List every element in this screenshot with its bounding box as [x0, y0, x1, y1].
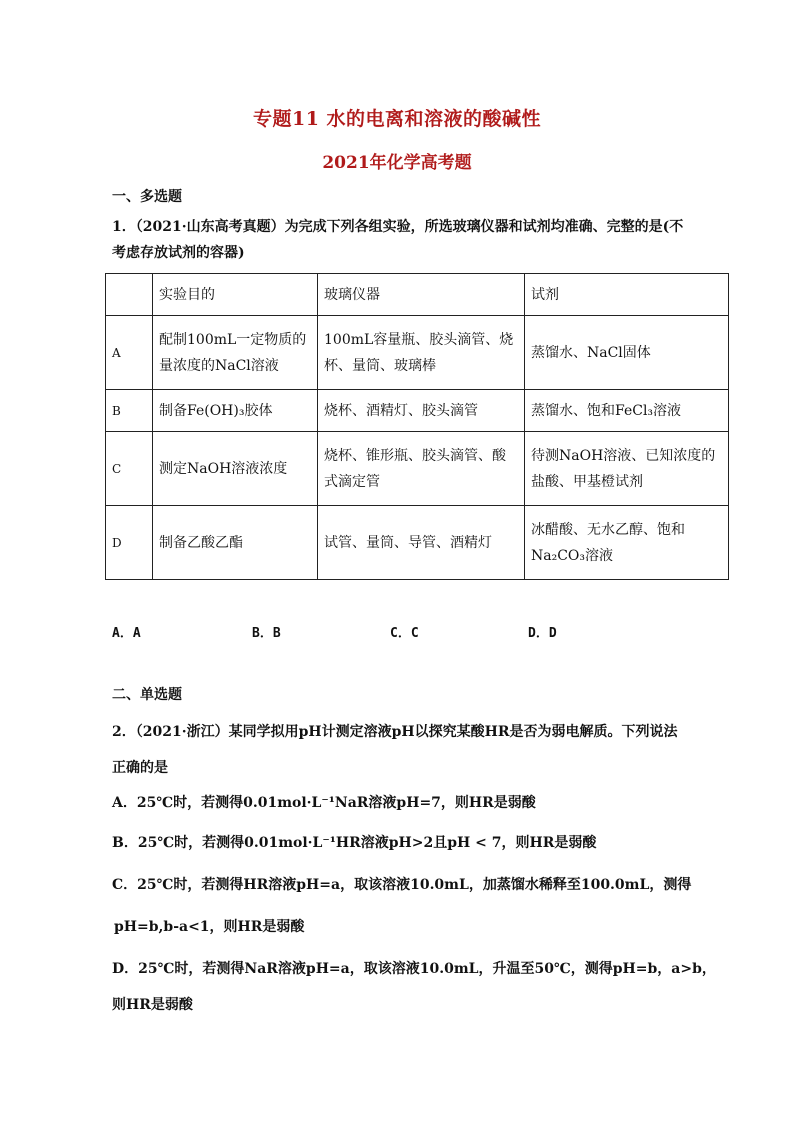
reagent-cell: 冰醋酸、无水乙醇、饱和Na₂CO₃溶液: [525, 506, 729, 580]
question-2-line-1: 2．（2021·浙江）某同学拟用pH计测定溶液pH以探究某酸HR是否为弱电解质。下列说法: [112, 724, 678, 740]
table-header-cell: 玻璃仪器: [318, 274, 525, 316]
answer-option-d[interactable]: D．D: [528, 626, 557, 641]
question-2-line-2: 正确的是: [112, 760, 168, 776]
table-header-cell: 试剂: [525, 274, 729, 316]
table-header-cell: [106, 274, 153, 316]
table-header-row: [106, 274, 729, 316]
purpose-cell: 制备乙酸乙酯: [153, 506, 318, 580]
purpose-cell: 配制100mL一定物质的量浓度的NaCl溶液: [153, 316, 318, 390]
answer-option-a[interactable]: A．A: [112, 626, 141, 641]
answer-option-b[interactable]: B．B: [252, 626, 281, 641]
question-2-option-d-cont: 则HR是弱酸: [112, 997, 193, 1013]
table-row: [106, 316, 729, 390]
glassware-cell: 烧杯、锥形瓶、胶头滴管、酸式滴定管: [318, 432, 525, 506]
question-2-option-c[interactable]: C．25℃时，若测得HR溶液pH=a，取该溶液10.0mL，加蒸馏水稀释至100.0mL，测得: [112, 877, 692, 893]
glassware-cell: 烧杯、酒精灯、胶头滴管: [318, 390, 525, 432]
reagent-cell: 蒸馏水、NaCl固体: [525, 316, 729, 390]
section-heading-single: 二、单选题: [112, 687, 182, 703]
row-label: D: [106, 506, 153, 580]
question-1-stem: [112, 214, 702, 266]
question-2-option-b[interactable]: B．25℃时，若测得0.01mol·L⁻¹HR溶液pH>2且pH < 7，则HR是弱酸: [112, 835, 597, 851]
reagent-cell: 蒸馏水、饱和FeCl₃溶液: [525, 390, 729, 432]
table-row: [106, 506, 729, 580]
question-1-line-1: 1．（2021·山东高考真题）为完成下列各组实验，所选玻璃仪器和试剂均准确、完整的是(不: [112, 219, 684, 235]
glassware-cell: 100mL容量瓶、胶头滴管、烧杯、量筒、玻璃棒: [318, 316, 525, 390]
question-2-option-a[interactable]: A．25℃时，若测得0.01mol·L⁻¹NaR溶液pH=7，则HR是弱酸: [112, 795, 536, 811]
reagent-cell: 待测NaOH溶液、已知浓度的盐酸、甲基橙试剂: [525, 432, 729, 506]
page-title: 专题11 水的电离和溶液的酸碱性: [252, 108, 542, 130]
table-row: [106, 390, 729, 432]
question-2-stem: [112, 714, 702, 786]
row-label: C: [106, 432, 153, 506]
question-1-line-2: 考虑存放试剂的容器): [112, 245, 245, 261]
answer-option-c[interactable]: C．C: [390, 626, 419, 641]
row-label: A: [106, 316, 153, 390]
page-subtitle: 2021年化学高考题: [322, 153, 472, 173]
section-heading-multi: 一、多选题: [112, 189, 182, 205]
question-2-option-c-cont: pH=b,b-a<1，则HR是弱酸: [114, 919, 305, 935]
table-row: [106, 432, 729, 506]
table-header-cell: 实验目的: [153, 274, 318, 316]
question-2-option-d[interactable]: D．25℃时，若测得NaR溶液pH=a，取该溶液10.0mL，升温至50℃，测得pH=b，a>b，: [112, 961, 716, 977]
experiment-table: [105, 273, 729, 580]
glassware-cell: 试管、量筒、导管、酒精灯: [318, 506, 525, 580]
purpose-cell: 制备Fe(OH)₃胶体: [153, 390, 318, 432]
purpose-cell: 测定NaOH溶液浓度: [153, 432, 318, 506]
row-label: B: [106, 390, 153, 432]
